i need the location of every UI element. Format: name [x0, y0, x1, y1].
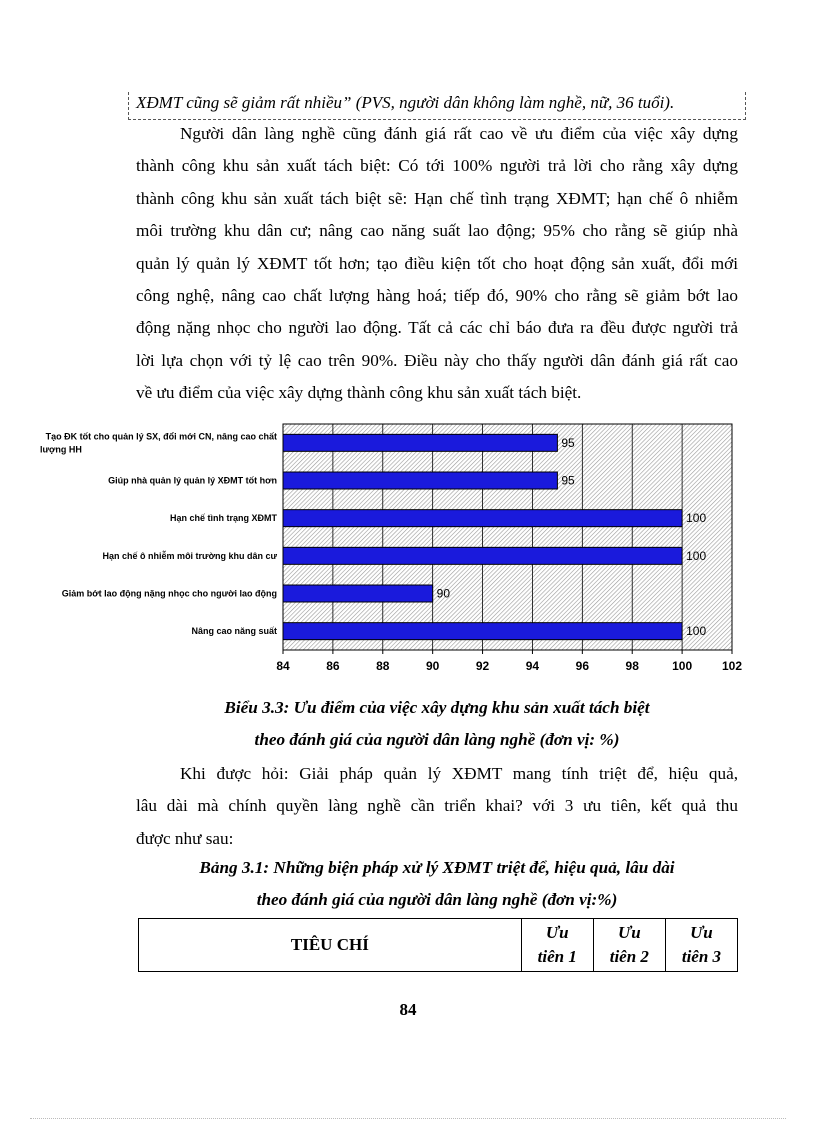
page-number: 84	[399, 1000, 417, 1019]
priority-2-header: Ưu tiên 2	[593, 919, 665, 972]
criteria-header: TIÊU CHÍ	[139, 919, 522, 972]
x-tick-label: 88	[376, 659, 390, 673]
paragraph-1-line: thành công khu sản xuất tách biệt: Có tới 100% người trả lời cho rằng xây dựng	[136, 156, 738, 176]
footer-rule	[30, 1118, 786, 1119]
x-tick-label: 102	[721, 659, 743, 673]
x-tick-label: 90	[425, 659, 440, 673]
x-tick-label: 92	[475, 659, 490, 673]
x-tick-label: 98	[625, 659, 639, 673]
paragraph-2-line: Khi được hỏi: Giải pháp quản lý XĐMT mang tính triệt để, hiệu quả,	[180, 764, 738, 783]
category-label: Tạo ĐK tốt cho quản lý SX, đổi mới CN, nâng cao chất	[45, 431, 277, 442]
category-label: Giúp nhà quản lý quản lý XĐMT tốt hơn	[108, 475, 277, 486]
plot-area	[283, 424, 732, 650]
paragraph-1-line: môi trường khu dân cư; nâng cao năng suất lao động; 95% cho rằng sẽ giúp nhà	[136, 221, 738, 241]
chart-caption-line-2: theo đánh giá của người dân làng nghề (đơn vị: %)	[254, 730, 620, 749]
paragraph-1	[136, 118, 738, 410]
paragraph-1-line: công nghệ, nâng cao chất lượng hàng hoá; tiếp đó, 90% cho rằng sẽ giảm bớt lao	[136, 286, 738, 306]
chart-caption-line-1: Biểu 3.3: Ưu điểm của việc xây dựng khu sản xuất tách biệt	[224, 698, 650, 717]
table-header-row	[139, 919, 738, 972]
priority-1-header: Ưu tiên 1	[521, 919, 593, 972]
data-label: 100	[686, 511, 707, 526]
data-label: 100	[686, 548, 707, 563]
bar	[283, 585, 433, 602]
x-tick-label: 100	[672, 659, 693, 673]
paragraph-1-line: lời lựa chọn với tỷ lệ cao trên 90%. Điều này cho thấy người dân đánh giá rất cao	[136, 350, 738, 370]
paragraph-1-line: về ưu điểm của việc xây dựng thành công khu sản xuất tách biệt.	[136, 383, 582, 403]
priority-3-header: Ưu tiên 3	[665, 919, 737, 972]
bar	[283, 510, 682, 527]
bar	[283, 623, 682, 640]
paragraph-2	[136, 758, 738, 855]
table-caption-line-1: Bảng 3.1: Những biện pháp xử lý XĐMT triệt để, hiệu quả, lâu dài	[199, 858, 675, 877]
x-tick-label: 96	[575, 659, 590, 673]
paragraph-1-line: động nặng nhọc cho người lao động. Tất cả các chỉ báo đưa ra đều được người trả	[136, 318, 738, 338]
category-label: Hạn chế ô nhiễm môi trường khu dân cư	[102, 550, 277, 561]
table-caption-line-2: theo đánh giá của người dân làng nghề (đơn vị:%)	[256, 890, 618, 909]
x-tick-label: 94	[525, 659, 540, 673]
bar	[283, 547, 682, 564]
data-label: 100	[686, 624, 707, 639]
bar-chart	[40, 418, 750, 686]
category-label: lượng HH	[40, 444, 82, 455]
paragraph-1-line: thành công khu sản xuất tách biệt sẽ: Hạn chế tình trạng XĐMT; hạn chế ô nhiễm	[136, 188, 738, 208]
paragraph-1-line: Người dân làng nghề cũng đánh giá rất cao về ưu điểm của việc xây dựng	[180, 124, 738, 143]
category-label: Hạn chế tình trạng XĐMT	[169, 513, 277, 524]
data-label: 90	[436, 586, 451, 601]
bar	[283, 434, 557, 451]
quote-tail: XĐMT cũng sẽ giảm rất nhiều” (PVS, người dân không làm nghề, nữ, 36 tuổi).	[136, 93, 675, 112]
paragraph-2-line: được như sau:	[136, 828, 234, 848]
category-label: Giảm bớt lao động nặng nhọc cho người lao động	[61, 588, 277, 599]
x-tick-label: 86	[326, 659, 340, 673]
data-label: 95	[561, 473, 575, 488]
paragraph-1-line: quản lý quản lý XĐMT tốt hơn; tạo điều kiện tốt cho hoạt động sản xuất, đổi mới	[136, 253, 738, 273]
chart-caption	[136, 692, 738, 756]
measures-table	[138, 918, 738, 972]
x-tick-label: 84	[276, 659, 290, 673]
category-label: Nâng cao năng suất	[191, 626, 277, 637]
paragraph-2-line: lâu dài mà chính quyền làng nghề cần triển khai? với 3 ưu tiên, kết quả thu	[136, 796, 738, 816]
table-caption	[136, 852, 738, 916]
bar	[283, 472, 557, 489]
data-label: 95	[561, 435, 575, 450]
